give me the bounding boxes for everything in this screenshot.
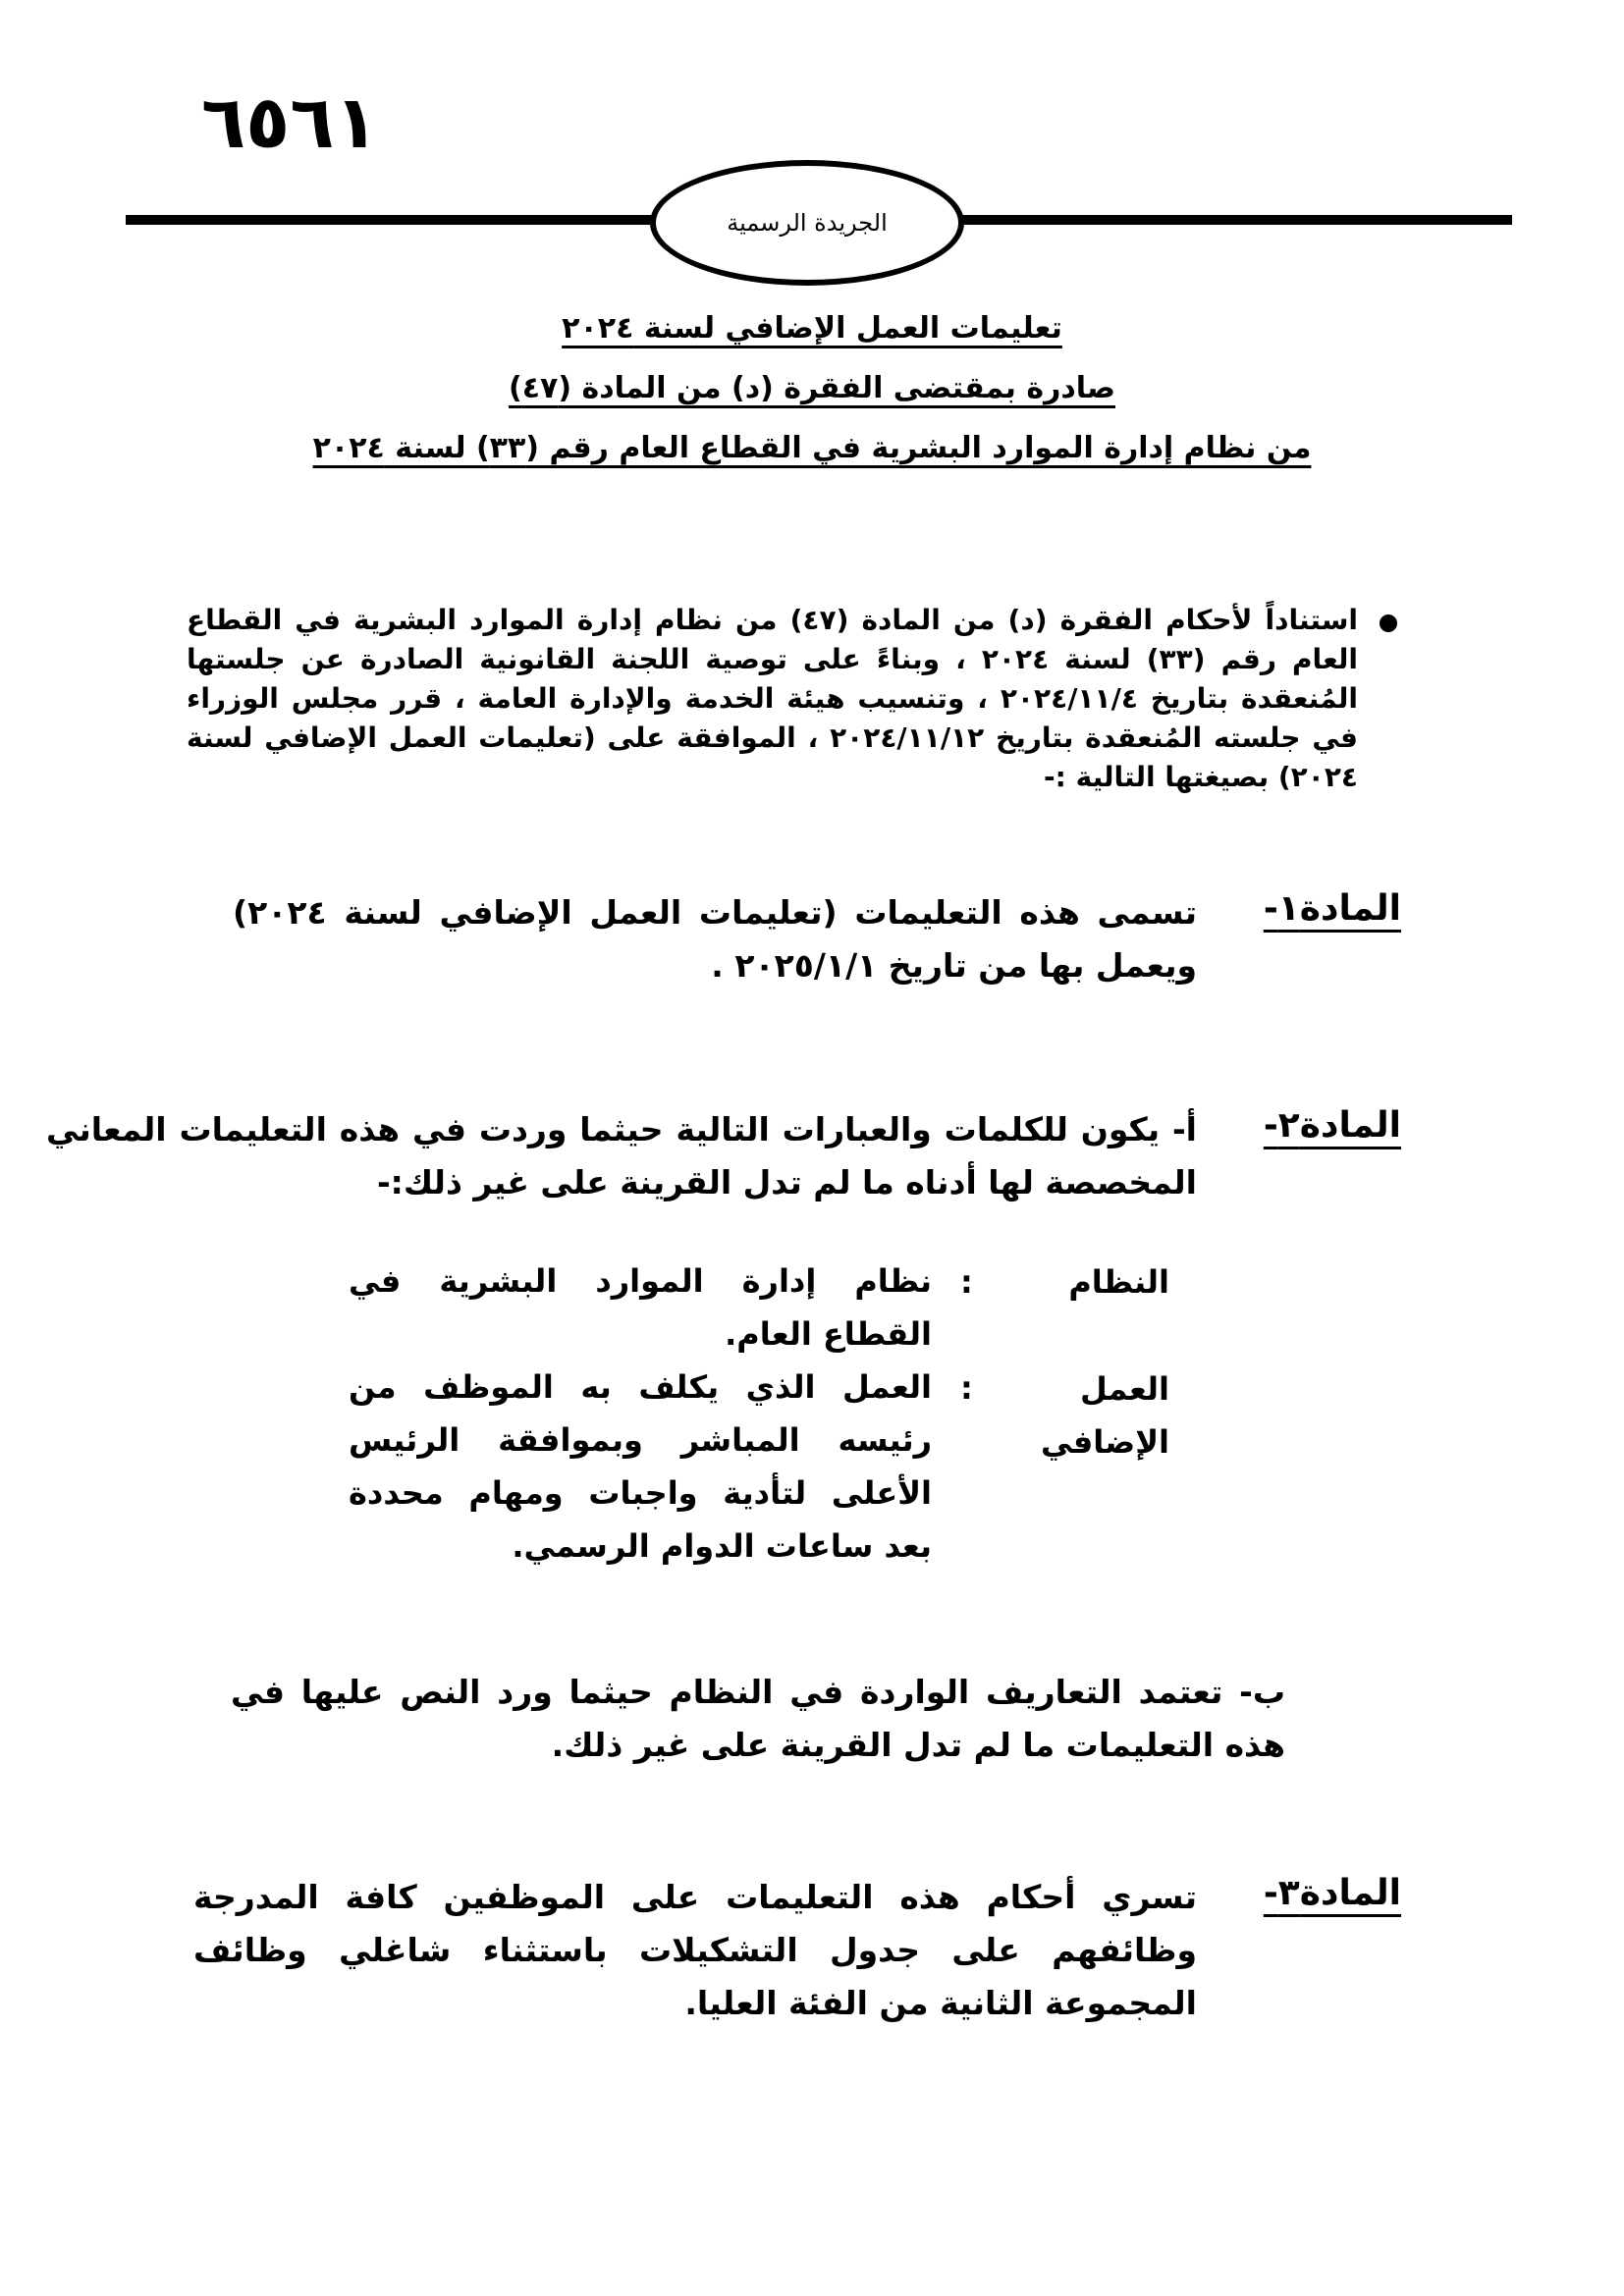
article-1-text: تسمى هذه التعليمات (تعليمات العمل الإضافي لسنة ٢٠٢٤) ويعمل بها من تاريخ ٢٠٢٥/١/١ . (233, 893, 1197, 985)
article-2-label: المادة٢- (1263, 1105, 1401, 1146)
definition-text-overtime: العمل الذي يكلف به الموظف من رئيسه المباشر وبموافقة الرئيس الأعلى لتأدية واجبات ومهام محددة بعد ساعات الدوام الرسمي. (349, 1368, 932, 1565)
definition-term-system: النظام (1068, 1263, 1169, 1301)
article-2-clause-a: أ- يكون للكلمات والعبارات التالية حيثما وردت في هذه التعليمات المعاني المخصصة لها أدناه ما لم تدل القرينة على غير ذلك:- (46, 1110, 1197, 1201)
bullet-icon (1380, 614, 1397, 632)
document-subtitle-2: من نظام إدارة الموارد البشرية في القطاع العام رقم (٣٣) لسنة ٢٠٢٤ (312, 431, 1312, 465)
definition-colon: : (960, 1263, 973, 1301)
gazette-emblem (650, 160, 964, 286)
preamble-paragraph: استناداً لأحكام الفقرة (د) من المادة (٤٧) من نظام إدارة الموارد البشرية في القطاع العام رقم (٣٣) لسنة ٢٠٢٤ ، وبناءً على توصية اللجنة القانونية الصادرة عن جلستها المُنعقدة بتاريخ ٢٠٢٤/١١/٤ ، وتنسيب هيئة الخدمة والإدارة العامة ، قرر مجلس الوزراء في جلسته المُنعقدة بتاريخ ٢٠٢٤/١١/١٢ ، الموافقة على (تعليمات العمل الإضافي لسنة ٢٠٢٤) بصيغتها التالية :- (187, 604, 1358, 793)
article-1-label: المادة١- (1263, 888, 1401, 929)
document-subtitle: صادرة بمقتضى الفقرة (د) من المادة (٤٧) (509, 371, 1115, 405)
document-title: تعليمات العمل الإضافي لسنة ٢٠٢٤ (562, 311, 1062, 346)
article-3-text: تسري أحكام هذه التعليمات على الموظفين كافة المدرجة وظائفهم على جدول التشكيلات باستثناء شاغلي وظائف المجموعة الثانية من الفئة العليا. (193, 1878, 1197, 2022)
article-3-label: المادة٣- (1263, 1873, 1401, 1913)
definition-term-overtime: العمل الإضافي (1040, 1370, 1169, 1461)
gazette-name: الجريدة الرسمية (727, 209, 888, 237)
definition-text-system: نظام إدارة الموارد البشرية في القطاع العام. (349, 1262, 932, 1353)
page-number: ٦٥٦١ (201, 80, 379, 165)
definition-colon: : (960, 1369, 973, 1407)
article-2-clause-b: ب- تعتمد التعاريف الواردة في النظام حيثما ورد النص عليها في هذه التعليمات ما لم تدل القرينة على غير ذلك. (231, 1673, 1285, 1764)
